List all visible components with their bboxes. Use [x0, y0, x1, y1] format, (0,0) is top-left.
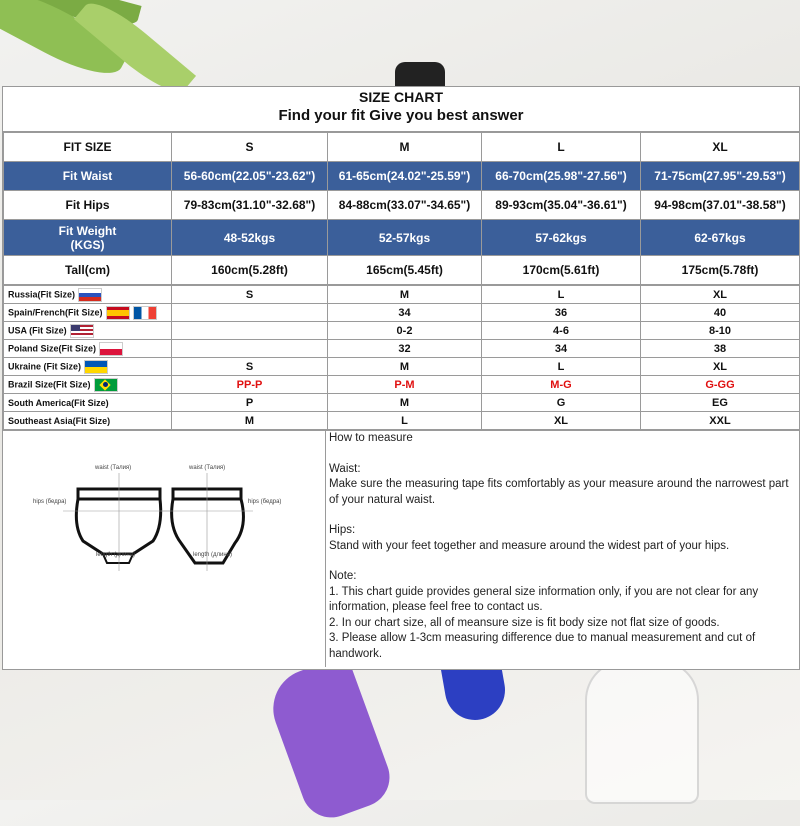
intl-label-text: USA (Fit Size) — [8, 324, 67, 335]
intl-label-text: Southeast Asia(Fit Size) — [8, 415, 111, 426]
intl-row-label — [4, 412, 172, 430]
intl-row-label — [4, 340, 172, 358]
cell: 56-60cm(22.05"-23.62") — [172, 162, 328, 191]
waist-label-2: waist (Талия) — [189, 465, 226, 471]
fit-hips-row — [4, 191, 800, 220]
intl-label-text: Russia(Fit Size) — [8, 288, 76, 299]
waist-heading: Waist: — [329, 462, 361, 475]
weight-unit: (KGS) — [70, 237, 105, 252]
intl-cell: 0-2 — [328, 322, 482, 340]
international-size-table — [3, 285, 800, 430]
size-header-row — [4, 133, 800, 162]
intl-label-text: Ukraine (Fit Size) — [8, 360, 82, 371]
chart-subtitle: Find your fit Give you best answer — [278, 107, 524, 124]
purple-garment — [262, 654, 398, 826]
garment-illustration — [3, 431, 326, 667]
intl-cell: XL — [641, 358, 800, 376]
intl-cell: 34 — [482, 340, 641, 358]
chart-title: SIZE CHART — [359, 89, 443, 105]
intl-cell: M — [328, 358, 482, 376]
flag-pl-icon — [99, 342, 123, 356]
intl-cell: G-GG — [641, 376, 800, 394]
fit-size-table — [3, 132, 800, 285]
intl-size-row — [4, 376, 800, 394]
intl-size-row — [4, 322, 800, 340]
flag-es-icon — [106, 306, 130, 320]
intl-cell: M — [328, 394, 482, 412]
row-label: Fit Waist — [4, 162, 172, 191]
intl-cell: XL — [641, 286, 800, 304]
cell: 79-83cm(31.10"-32.68") — [172, 191, 328, 220]
intl-cell: L — [482, 358, 641, 376]
tall-row — [4, 256, 800, 285]
flag-us-icon — [70, 324, 94, 338]
note-heading: Note: — [329, 570, 357, 582]
intl-cell: 8-10 — [641, 322, 800, 340]
chart-header — [3, 87, 799, 132]
intl-cell: L — [328, 412, 482, 430]
intl-cell: G — [482, 394, 641, 412]
fit-size-label: FIT SIZE — [4, 133, 172, 162]
intl-size-row — [4, 412, 800, 430]
intl-row-label — [4, 358, 172, 376]
waist-label: waist (Талия) — [95, 465, 132, 471]
intl-cell: 32 — [328, 340, 482, 358]
intl-cell: P-M — [328, 376, 482, 394]
intl-row-label — [4, 394, 172, 412]
cell: 52-57kgs — [328, 220, 482, 256]
size-s: S — [172, 133, 328, 162]
length-label: length (длина) — [96, 552, 136, 558]
cell: 57-62kgs — [482, 220, 641, 256]
intl-cell: P — [172, 394, 328, 412]
intl-cell: XL — [482, 412, 641, 430]
size-xl: XL — [641, 133, 800, 162]
hips-label-2: hips (бедра) — [248, 499, 282, 505]
measure-instructions — [326, 431, 799, 667]
cell: 61-65cm(24.02"-25.59") — [328, 162, 482, 191]
measure-title: How to measure — [329, 432, 413, 444]
intl-cell: M — [172, 412, 328, 430]
length-label-2: length (длина) — [193, 552, 233, 558]
row-label: Fit Hips — [4, 191, 172, 220]
fit-waist-row — [4, 162, 800, 191]
intl-cell: M — [328, 286, 482, 304]
cell: 160cm(5.28ft) — [172, 256, 328, 285]
waist-text: Make sure the measuring tape fits comfortably as your measure around the narrowest part of your natural waist. — [329, 478, 789, 506]
intl-row-label — [4, 376, 172, 394]
intl-cell: XXL — [641, 412, 800, 430]
intl-cell: L — [482, 286, 641, 304]
intl-cell: 4-6 — [482, 322, 641, 340]
cell: 175cm(5.78ft) — [641, 256, 800, 285]
intl-row-label — [4, 322, 172, 340]
intl-cell: 34 — [328, 304, 482, 322]
intl-size-row — [4, 358, 800, 376]
intl-label-text: Poland Size(Fit Size) — [8, 342, 97, 353]
cell: 94-98cm(37.01"-38.58") — [641, 191, 800, 220]
row-label: Tall(cm) — [4, 256, 172, 285]
note-3: 3. Please allow 1-3cm measuring difference due to manual measurement and cut of handwork. — [329, 632, 756, 660]
cell: 170cm(5.61ft) — [482, 256, 641, 285]
intl-cell: S — [172, 286, 328, 304]
intl-size-row — [4, 286, 800, 304]
cell: 89-93cm(35.04"-36.61") — [482, 191, 641, 220]
panty-diagram-icon — [3, 451, 325, 611]
cell: 62-67kgs — [641, 220, 800, 256]
glass-decoration — [585, 660, 699, 804]
weight-label: Fit Weight — [58, 223, 117, 238]
hips-text: Stand with your feet together and measure around the widest part of your hips. — [329, 539, 730, 552]
intl-row-label — [4, 304, 172, 322]
size-chart-sheet — [2, 86, 800, 670]
intl-cell — [172, 340, 328, 358]
flag-fr-icon — [133, 306, 157, 320]
row-label — [4, 220, 172, 256]
flag-ru-icon — [78, 288, 102, 302]
size-m: M — [328, 133, 482, 162]
intl-label-text: Brazil Size(Fit Size) — [8, 378, 91, 389]
intl-cell — [172, 304, 328, 322]
fit-weight-row — [4, 220, 800, 256]
intl-cell — [172, 322, 328, 340]
cell: 66-70cm(25.98"-27.56") — [482, 162, 641, 191]
intl-label-text: South America(Fit Size) — [8, 397, 109, 408]
intl-cell: S — [172, 358, 328, 376]
cell: 84-88cm(33.07"-34.65") — [328, 191, 482, 220]
intl-cell: 40 — [641, 304, 800, 322]
size-l: L — [482, 133, 641, 162]
intl-size-row — [4, 340, 800, 358]
hips-heading: Hips: — [329, 524, 356, 536]
intl-row-label — [4, 286, 172, 304]
intl-cell: PP-P — [172, 376, 328, 394]
intl-size-row — [4, 304, 800, 322]
flag-br-icon — [94, 378, 118, 392]
cell: 71-75cm(27.95"-29.53") — [641, 162, 800, 191]
intl-cell: 36 — [482, 304, 641, 322]
measure-section — [3, 430, 799, 667]
note-1: 1. This chart guide provides general size information only, if you are not clear for any information, please feel free to contact us. — [329, 585, 759, 613]
cell: 165cm(5.45ft) — [328, 256, 482, 285]
note-2: 2. In our chart size, all of meansure size is fit body size not flat size of goods. — [329, 616, 720, 629]
intl-cell: 38 — [641, 340, 800, 358]
intl-label-text: Spain/French(Fit Size) — [8, 306, 103, 317]
intl-cell: EG — [641, 394, 800, 412]
intl-size-row — [4, 394, 800, 412]
hips-label: hips (бедра) — [33, 499, 67, 505]
intl-cell: M-G — [482, 376, 641, 394]
cell: 48-52kgs — [172, 220, 328, 256]
flag-ua-icon — [84, 360, 108, 374]
